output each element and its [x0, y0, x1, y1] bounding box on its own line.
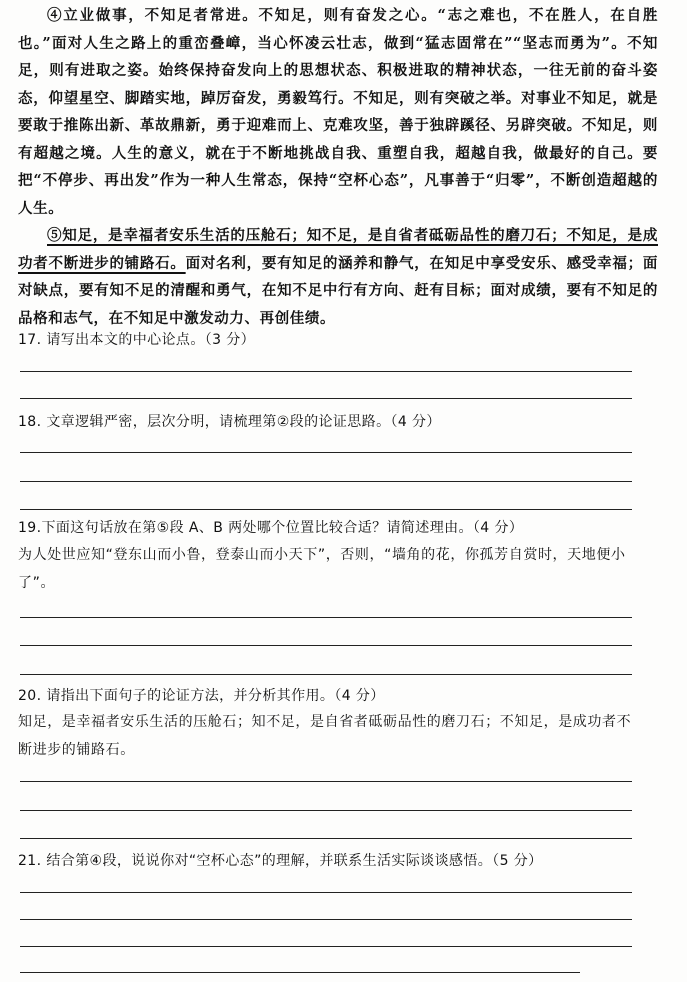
- answer-line-17-2[interactable]: [20, 398, 632, 399]
- answer-line-18-1[interactable]: [20, 452, 632, 453]
- answer-line-20-2[interactable]: [20, 810, 632, 811]
- paragraph-4: ④立业做事，不知足者常进。不知足，则有奋发之心。“志之难也，不在胜人，在自胜也。”面对人生之路上的重峦叠嶂，当心怀凌云壮志，做到“猛志固常在”“坚志而勇为”。不知足，则有进取之姿。始终保持奋发向上的思想状态、积极进取的精神状态，一往无前的奋斗姿态，仰望星空、脚踏实地，踔厉奋发，勇毅笃行。不知足，则有突破之举。对事业不知足，就是要敢于推陈出新、革故鼎新，勇于迎难而上、克难攻坚，善于独辟蹊径、另辟突破。不知足，则有超越之境。人生的意义，就在于不断地挑战自我、重塑自我，超越自我，做最好的自己。要把“不停步、再出发”作为一种人生常态，保持“空杯心态”，凡事善于“归零”，不断创造超越的人生。: [18, 7, 658, 217]
- question-18: 18. 文章逻辑严密，层次分明，请梳理第②段的论证思路。（4 分）: [18, 414, 441, 430]
- answer-line-17-1[interactable]: [20, 371, 632, 372]
- answer-line-18-2[interactable]: [20, 481, 632, 482]
- question-19: 19.下面这句话放在第⑤段 A、B 两处哪个位置比较合适？请简述理由。（4 分）: [18, 520, 524, 536]
- question-20: 20. 请指出下面句子的论证方法，并分析其作用。（4 分）: [18, 688, 385, 704]
- answer-line-21-2[interactable]: [20, 919, 632, 920]
- answer-line-20-3[interactable]: [20, 838, 632, 839]
- paragraph-5-rest: 面对名利，要有知足的涵养和静气，在知足中享受安乐、感受幸福；面对缺点，要有知不足的清醒和勇气，在知不足中行有方向、赶有目标；面对成绩，要有不知足的品格和志气，在不知足中激发动力、再创佳绩。: [18, 254, 658, 327]
- answer-line-21-1[interactable]: [20, 892, 632, 893]
- answer-line-20-1[interactable]: [20, 781, 632, 782]
- question-21: 21. 结合第④段，说说你对“空杯心态”的理解，并联系生活实际谈谈感悟。（5 分）: [18, 853, 543, 869]
- answer-line-19-2[interactable]: [20, 645, 632, 646]
- question-19-quote: 为人处世应知“登东山而小鲁，登泰山而小天下”，否则，“墙角的花，你孤芳自赏时，天地便小了”。: [18, 547, 626, 591]
- answer-line-19-1[interactable]: [20, 617, 632, 618]
- question-20-sentence: 知足，是幸福者安乐生活的压舱石；知不足，是自省者砥砺品性的磨刀石；不知足，是成功者不断进步的铺路石。: [18, 714, 632, 758]
- answer-line-21-4[interactable]: [20, 972, 580, 973]
- answer-line-18-3[interactable]: [20, 509, 632, 510]
- paragraph-5-underlined-sentence: ⑤知足，是幸福者安乐生活的压舱石；知不足，是自省者砥砺品性的磨刀石；不知足，是成功者不断进步的铺路石。: [18, 227, 658, 272]
- answer-line-19-3[interactable]: [20, 674, 632, 675]
- answer-line-21-3[interactable]: [20, 946, 632, 947]
- question-17: 17. 请写出本文的中心论点。（3 分）: [18, 332, 256, 348]
- paragraph-5: [18, 222, 658, 332]
